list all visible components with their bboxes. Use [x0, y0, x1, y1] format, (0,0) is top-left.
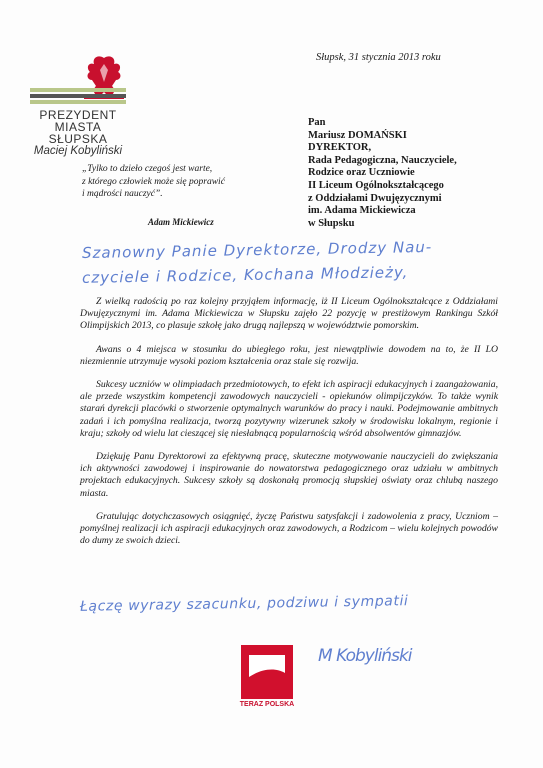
handwritten-signature: M Kobyliński [318, 646, 412, 666]
handwritten-closing: Łączę wyrazy szacunku, podziwu i sympatii [79, 593, 409, 615]
letterhead-office [24, 109, 132, 157]
letterhead-stripe-light [30, 88, 126, 92]
letterhead-stripe-dark [30, 94, 126, 98]
quote-line: z którego człowiek może się poprawić [82, 176, 225, 187]
quote-line: „Tylko to dzieło czegoś jest warte, [82, 164, 213, 174]
body-paragraph: Awans o 4 miejsca w stosunku do ubiegłego roku, jest niewątpliwie dowodem na to, że II LO niezmiennie utrzymuje wysoki poziom kształcenia oraz stale się rozwija. [80, 343, 498, 367]
letter-body [80, 296, 498, 558]
body-paragraph: Gratulując dotychczasowych osiągnięć, życzę Państwu satysfakcji i zadowolenia z pracy, Uczniom – pomyślnej realizacji ich aspiracji edukacyjnych oraz zawodowych, a Rodzicom – wielu kolejnych powodów do dumy ze swoich dzieci. [80, 510, 498, 547]
handwritten-salutation-line2: czyciele i Rodzice, Kochana Młodzieży, [81, 263, 409, 287]
addressee-line: DYREKTOR, [308, 142, 372, 154]
place-date: Słupsk, 31 stycznia 2013 roku [316, 52, 441, 63]
addressee-line: Rada Pedagogiczna, Nauczyciele, [308, 154, 457, 166]
addressee-block [308, 117, 457, 230]
body-paragraph: Dziękuję Panu Dyrektorowi za efektywną pracę, skuteczne motywowanie nauczycieli do zwiększania ich aktywności zawodowej i inspirowanie do nowatorstwa pedagogicznego oraz udziału w ambitnych projektach edukacyjnych. Sukcesy szkoły są doskonałą promocją słupskiej oświaty oraz chlubą naszego miasta. [80, 451, 498, 499]
epigraph-quote [82, 163, 225, 201]
addressee-line: z Oddziałami Dwujęzycznymi [308, 192, 442, 204]
office-line2: MIASTA SŁUPSKA [48, 120, 108, 146]
letterhead-stripe-light [30, 100, 126, 104]
handwritten-salutation-line1: Szanowny Panie Dyrektorze, Drodzy Nau- [81, 237, 433, 263]
office-line1: PREZYDENT [39, 108, 117, 122]
office-holder-name: Maciej Kobyliński [33, 145, 123, 157]
addressee-line: w Słupsku [308, 217, 355, 229]
addressee-line: Mariusz DOMAŃSKI [308, 129, 407, 141]
addressee-line: im. Adama Mickiewicza [308, 205, 416, 217]
addressee-line: Pan [308, 117, 326, 128]
teraz-polska-flag-icon [241, 645, 293, 699]
body-paragraph: Sukcesy uczniów w olimpiadach przedmiotowych, to efekt ich aspiracji edukacyjnych i zaangażowania, ale przede wszystkim kompetencji zawodowych nauczycieli - opiekunów olimpijczyków. To także wynik starań dyrekcji placówki o stworzenie optymalnych warunków do pracy i nauki. Podejmowanie ambitnych zadań i ich pomyślna realizacja, tworzą pozytywny wizerunek szkoły w środowisku lokalnym, regionie i kraju; szkoły od wielu lat cieszącej się niesłabnącą popularnością wśród absolwentów gimnazjów. [80, 379, 498, 439]
addressee-line: II Liceum Ogólnokształcącego [308, 179, 444, 191]
teraz-polska-logo-text: TERAZ POLSKA [239, 701, 295, 708]
body-paragraph: Z wielką radością po raz kolejny przyjąłem informację, iż II Liceum Ogólnokształcące z Oddziałami Dwujęzycznymi im. Adama Mickiewicza w Słupsku zajęło 22 pozycję w prestiżowym Rankingu Szkół Olimpijskich 2013, co plasuje szkołę jako drugą najlepszą w województwie pomorskim. [80, 296, 498, 332]
quote-line: i mądrości nauczyć”. [82, 189, 163, 199]
quote-author: Adam Mickiewicz [148, 217, 214, 227]
addressee-line: Rodzice oraz Uczniowie [308, 167, 415, 179]
